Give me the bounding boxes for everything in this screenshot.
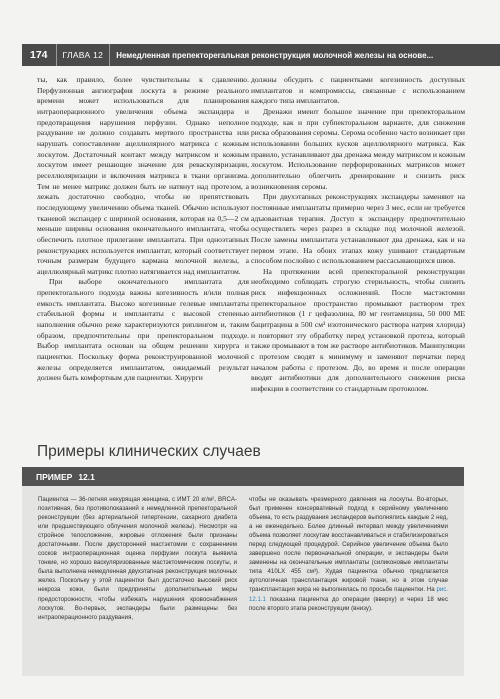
paragraph: ты, как правило, более чувствительны к сдавлению. Перфузионная ангиография лоскута в режиме реального времени может использоваться для планирования интраоперационного увеличения объема экспандера и предотвращения нарушения перфузии. Однако неполное раздувание не должно создавать мертвого пространства или нарушать сопоставление ацеллюлярного матрикса с кожным лоскутом. Достаточный контакт между матриксом и кожным лоскутом имеет решающее значение для реваскуляризации, реcеллюляризации и включения матрикса в ткани организма. Тем не менее матрикс должен быть не натянут над протезом, а лежать достаточно свободно, чтобы не препятствовать последующему увеличению объема тканей. Обычно используют тканевой экспандер с шириной основания, которая на 0,5—2 см меньше ширины основания окончательного имплантата, чтобы обеспечить плотное прилегание имплантата. При одноэтапных реконструкциях используется имплантат, который соответствует точным размерам будущего кармана молочной железы, а ацеллюлярный матрикс плотно натягивается над имплантатом.	[37, 75, 249, 276]
case-text: показана пациентка до операции (вверху) и через 18 мес после второго этапа реконструкции (внизу).	[249, 595, 448, 612]
case-paragraph: Пациентка — 36-летняя некурящая женщина, с ИМТ 20 кг/м², BRCA-позитивная, без противопоказаний к немедленной препекторальной реконструкции (без артериальной гипертензии, сахарного диабета или предшествующего облучения молочной железы). Несмотря на стройное телосложение, жировые отложения были признаны достаточными. После двусторонней мастэктомии с сохранением сосков интраоперационная оценка перфузии лоскута выявила тонкие, но хорошо васкуляризованные мастэктомические лоскуты, и была выполнена немедленная двухэтапная реконструкция молочных желез. Поскольку у этой пациентки был достаточно высокий риск некроза кожи, были предприняты дополнительные меры предосторожности, чтобы избежать нарушения кровоснабжения лоскутов. Во-первых, экспандеры были размещены без интраоперационного раздувания,	[38, 496, 237, 621]
section-title: Примеры клинических случаев	[37, 443, 261, 460]
case-left-column	[38, 495, 237, 676]
case-label: ПРИМЕР	[36, 471, 73, 482]
figure-link[interactable]: рис. 12.1.1	[249, 586, 448, 603]
case-box	[22, 486, 464, 676]
paragraph: Дренажи имеют большое значение при препекторальном подходе, как и при субпекторальном варианте, для снижения риска образования серомы. Серома особенно часто возникает при использовании больших кусков ацеллюлярного матрикса. Как правило, устанавливают два дренажа между матриксом и кожным лоскутом. Использование перфорированных матриксов может дополнительно облегчить дренирование и снизить риск возникновения серомы.	[251, 106, 465, 191]
case-number: 12.1	[78, 471, 95, 482]
paragraph: На протяжении всей препекторальной реконструкции необходимо соблюдать строгую стерильность, чтобы снизить риск инфекционных осложнений. После мастэктомии препекторальное пространство промывают раствором трех антибиотиков (1 г цефазолина, 80 мг гентамицина, 50 000 МЕ бацитрацина в 500 см³ изотонического раствора натрия хлорида) и повторяют эту обработку перед установкой протеза, который также промывают в том же растворе антибиотиков. Манипуляции с протезом сводят к минимуму и заменяют перчатки перед началом работы с протезом. До, во время и после операции вводят антибиотики для дополнительного снижения риска инфекции в соответствии со стандартным протоколом.	[251, 266, 465, 394]
right-column	[251, 75, 465, 395]
page-header	[22, 44, 500, 66]
paragraph: должны обсудить с пациентками когезивность доступных имплантатов и компромиссы, связанные с использованием каждого типа имплантатов.	[251, 75, 465, 106]
running-title: Немедленная препектоperальная реконструкция молочной железы на основе...	[116, 50, 434, 60]
top-margin	[0, 0, 500, 43]
case-right-column	[249, 495, 448, 676]
case-text: чтобы не оказывать чрезмерного давления на лоскуты. Во-вторых, был применен консервативный подход к серийному увеличению объема, то есть раздувания экспандеров выполнялись каждые 2 нед, а не еженедельно. Более длинный интервал между увеличениями объема позволяет лоскутам восстанавливаться и стабилизироваться перед следующей процедурой. Серийное увеличение объема было завершено после первоначальной операции, и экспандеры были заменены на окончательные имплантаты (силиконовые имплантаты типа 410LX 455 см³). Худая пациентка обычно предлагается аутологичная трансплантация жировой ткани, но в этом случае трансплантация жира не выполнялась по просьбе пациентки. На	[249, 496, 448, 594]
left-column	[37, 75, 249, 384]
paragraph: При двухэтапных реконструкциях экспандеры заменяют на постоянные имплантаты примерно через 3 мес, если не требуется адъювантная терапия. Доступ к экспандеру предпочтительно осуществлять через разрез в складке под молочной железой. После замены имплантата устанавливают два дренажа, как и на первом этапе. На обоих этапах кожу ушивают стандартным способом послойно с использованием рассасывающихся швов.	[251, 192, 465, 266]
paragraph: При выборе окончательного имплантата для препектоrального подхода важны когезивность и/или полная емкость имплантата. Высоко когезивные гелевые имплантаты стабильной формы и имплантаты с высокой степенью наполнения обычно реже характеризуются риплингом и, таким образом, предпочтительны при препекторальном подходе. Выбор имплантата основан на общем решении хирурга и пациентки. Поскольку форма реконструированной молочной железы определяется имплантатом, ожидаемый результат должен быть комфортным для пациентки. Хирурги	[37, 277, 249, 383]
case-paragraph	[249, 495, 448, 613]
case-header	[22, 467, 464, 486]
chapter-label: ГЛАВА 12	[57, 44, 111, 66]
page-number: 174	[22, 44, 57, 66]
